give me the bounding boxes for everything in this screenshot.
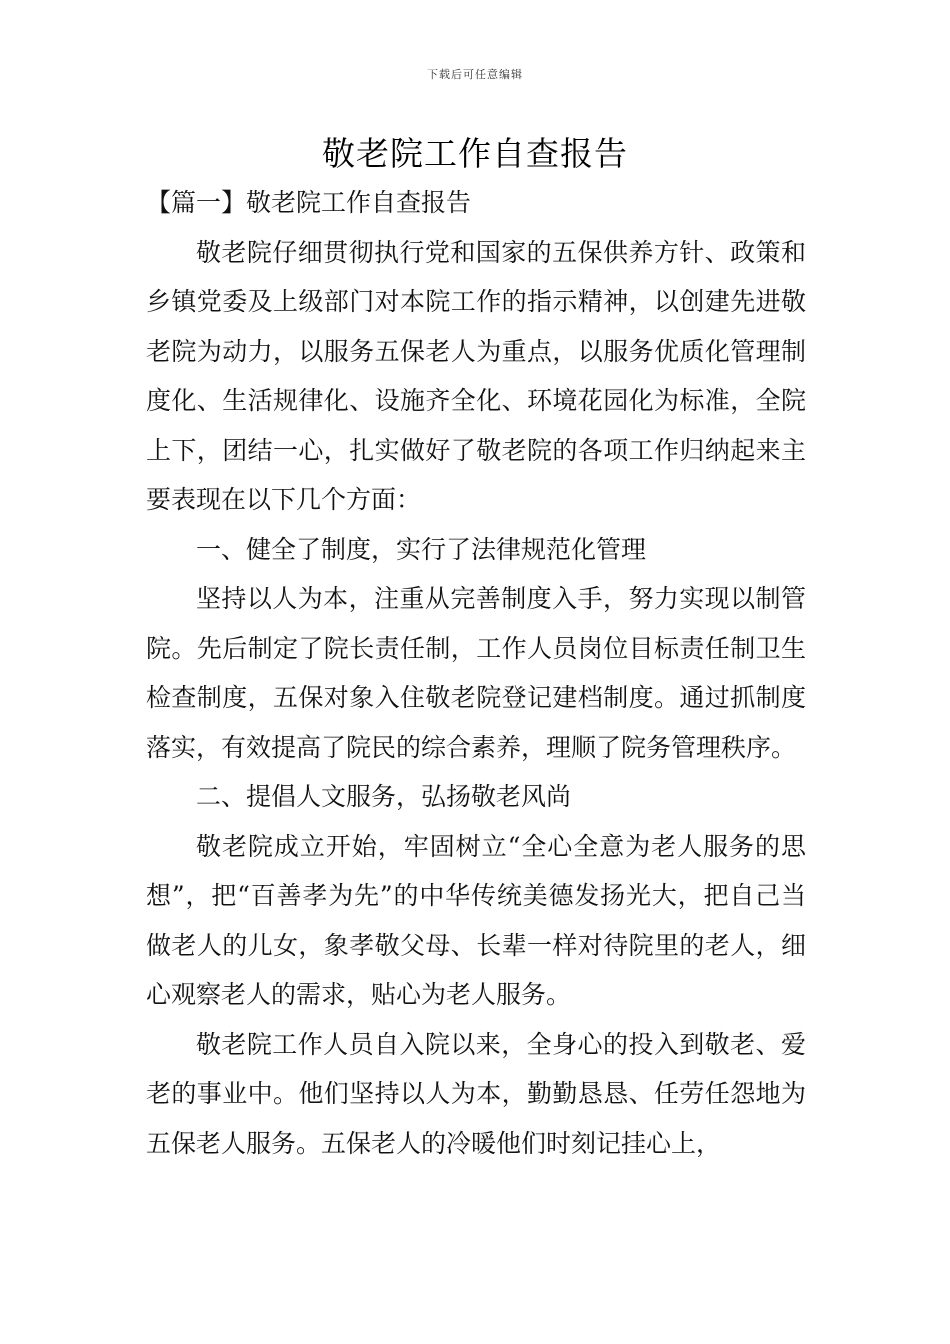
paragraph-service: 敬老院成立开始，牢固树立“全心全意为老人服务的思想”，把“百善孝为先”的中华传统美德发扬光大，把自己当做老人的儿女，象孝敬父母、长辈一样对待院里的老人，细心观察老人的需求，贴心为老人服务。 xyxy=(146,831,806,1009)
document-body xyxy=(146,178,806,1168)
paragraph-staff: 敬老院工作人员自入院以来，全身心的投入到敬老、爱老的事业中。他们坚持以人为本，勤勤恳恳、任劳任怨地为五保老人服务。五保老人的冷暖他们时刻记挂心上， xyxy=(146,1029,806,1158)
heading-one: 一、健全了制度，实行了法律规范化管理 xyxy=(196,534,647,564)
section-title: 【篇一】敬老院工作自查报告 xyxy=(146,188,472,217)
heading-two: 二、提倡人文服务，弘扬敬老风尚 xyxy=(196,782,572,811)
document-title: 敬老院工作自查报告 xyxy=(322,134,628,173)
paragraph-intro: 敬老院仔细贯彻执行党和国家的五保供养方针、政策和乡镇党委及上级部门对本院工作的指示精神，以创建先进敬老院为动力，以服务五保老人为重点，以服务优质化管理制度化、生活规律化、设施齐全化、环境花园化为标准，全院上下，团结一心，扎实做好了敬老院的各项工作归纳起来主要表现在以下几个方面： xyxy=(146,237,806,514)
header-note: 下载后可任意编辑 xyxy=(427,68,523,81)
paragraph-system: 坚持以人为本，注重从完善制度入手，努力实现以制管院。先后制定了院长责任制，工作人员岗位目标责任制卫生检查制度，五保对象入住敬老院登记建档制度。通过抓制度落实，有效提高了院民的综合素养，理顺了院务管理秩序。 xyxy=(146,584,806,762)
